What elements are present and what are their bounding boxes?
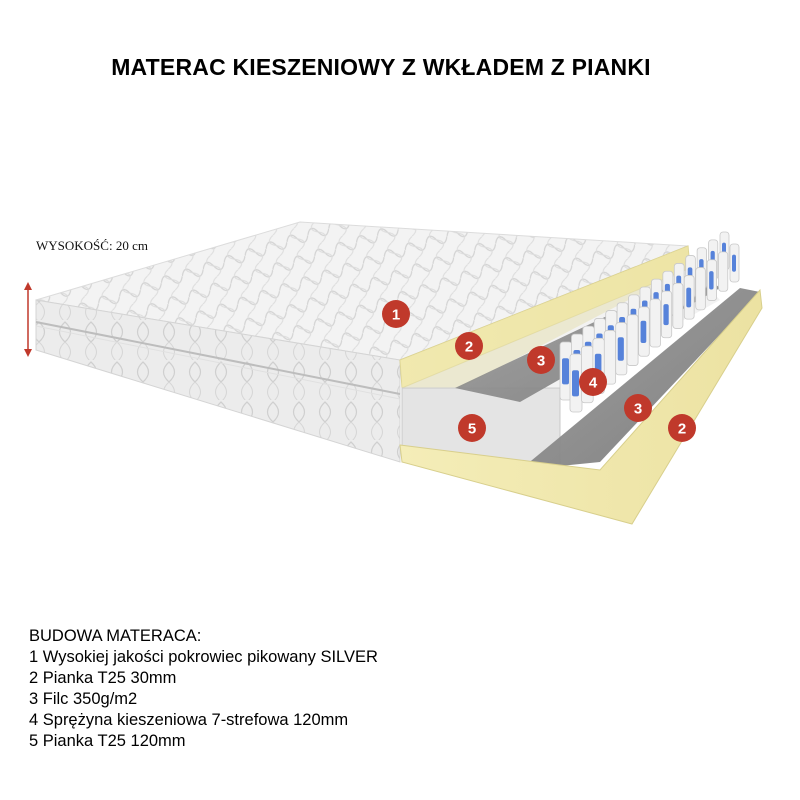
description-line-2: 2 Pianka T25 30mm [29, 669, 177, 687]
spring-pocket [719, 252, 728, 291]
layer-marker-3-lower [624, 394, 652, 422]
description-line-3: 3 Filc 350g/m2 [29, 690, 138, 708]
svg-text:5: 5 [467, 420, 477, 438]
description-heading: BUDOWA MATERACA: [29, 627, 202, 645]
spring-coil [732, 255, 736, 272]
layer-marker-3-upper [527, 346, 555, 374]
svg-text:1: 1 [391, 306, 401, 324]
page-title: MATERAC KIESZENIOWY Z WKŁADEM Z PIANKI [111, 54, 651, 80]
spring-coil [686, 288, 691, 308]
spring-coil [562, 358, 569, 384]
layer-marker-2-top [455, 332, 483, 360]
description-line-5: 5 Pianka T25 120mm [29, 732, 186, 750]
spring-pocket [696, 268, 706, 310]
spring-coil [709, 271, 713, 289]
spring-coil [663, 304, 668, 325]
layer-marker-1 [382, 300, 410, 328]
layer-marker-2-bottom [668, 414, 696, 442]
spring-pocket [604, 330, 615, 384]
description-line-4: 4 Sprężyna kieszeniowa 7-strefowa 120mm [29, 711, 349, 729]
svg-text:4: 4 [588, 374, 598, 392]
spring-coil [572, 370, 579, 396]
spring-pocket [650, 299, 661, 347]
description-line-1: 1 Wysokiej jakości pokrowiec pikowany SILVER [29, 648, 378, 666]
spring-coil [641, 321, 647, 343]
svg-text:2: 2 [464, 338, 474, 356]
layer-marker-5 [458, 414, 486, 442]
spring-pocket [627, 315, 638, 366]
height-arrow-icon [24, 282, 32, 357]
layer-marker-4 [579, 368, 607, 396]
spring-pocket [673, 283, 683, 328]
svg-text:3: 3 [633, 400, 643, 418]
spring-coil [618, 337, 624, 361]
svg-text:3: 3 [536, 352, 546, 370]
svg-text:2: 2 [677, 420, 687, 438]
height-label: WYSOKOŚĆ: 20 cm [36, 238, 148, 253]
construction-description [29, 626, 378, 752]
